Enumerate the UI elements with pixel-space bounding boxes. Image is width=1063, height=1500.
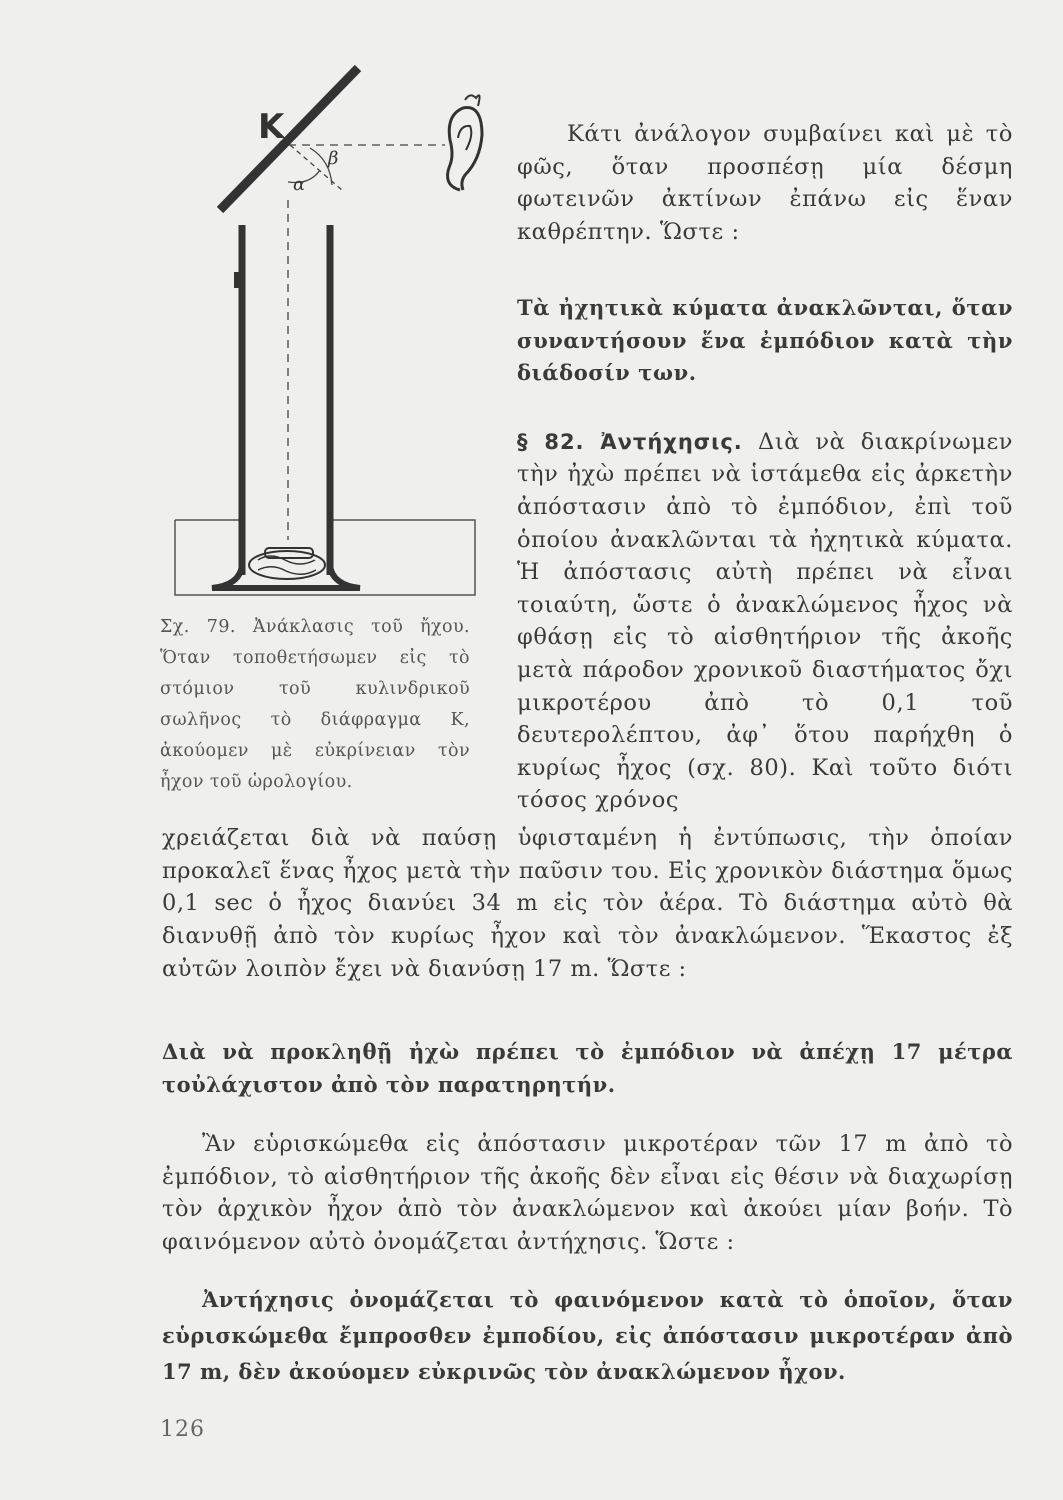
section-heading: § 82. Ἀντήχησις. <box>517 429 743 454</box>
page-number: 126 <box>160 1417 205 1442</box>
figure-caption: Σχ. 79. Ἀνάκλασις τοῦ ἤχου. Ὅταν τοποθετήσωμεν εἰς τὸ στόμιον τοῦ κυλινδρικοῦ σωλῆνος τὸ διάφραγμα Κ, ἀκούομεν μὲ εὐκρίνειαν τὸν ἦχον τοῦ ὡρολογίου. <box>160 617 470 792</box>
echo-distance-rule: Διὰ νὰ προκληθῇ ἠχὼ πρέπει τὸ ἐμπόδιον νὰ ἀπέχῃ 17 μέτρα τοὐλάχιστον ἀπὸ τὸν παρατηρητήν. <box>162 1039 1013 1097</box>
section-text: Διὰ νὰ διακρίνωμεν τὴν ἠχὼ πρέπει νὰ ἱστάμεθα εἰς ἀρκετὴν ἀπόστασιν ἀπὸ τὸ ἐμπόδιον, ἐπὶ τοῦ ὁποίου ἀνακλῶνται τὰ ἠχητικὰ κύματα. Ἡ ἀπόστασις αὐτὴ πρέπει νὰ εἶναι τοιαύτη, ὥστε ὁ ἀνακλώμενος ἦχος νὰ φθάσῃ εἰς τὸ αἰσθητήριον τῆς ἀκοῆς μετὰ πάροδον χρονικοῦ διαστήματος ὄχι μικροτέρου ἀπὸ τὸ 0,1 τοῦ δευτερολέπτου, ἀφ᾽ ὅτου παρήχθη ὁ κυρίως ἦχος (σχ. 80). Καὶ τοῦτο διότι τόσος χρόνος <box>517 428 1013 814</box>
reflection-rule: Τὰ ἠχητικὰ κύματα ἀνακλῶνται, ὅταν συναντήσουν ἕνα ἐμπόδιον κατὰ τὴν διάδοσίν των. <box>517 295 1013 386</box>
continuation-paragraph: χρειάζεται διὰ νὰ παύσῃ ὑφισταμένη ἡ ἐντύπωσις, τὴν ὁποίαν προκαλεῖ ἕνας ἦχος μετὰ τὴν παῦσιν του. Εἰς χρονικὸν διάστημα ὅμως 0,1 sec ὁ ἦχος διανύει 34 m εἰς τὸν ἀέρα. Τὸ διάστημα αὐτὸ θὰ διανυθῇ ἀπὸ τὸν κυρίως ἦχον καὶ τὸν ἀνακλώμενον. Ἕκαστος ἐξ αὐτῶν λοιπὸν ἔχει νὰ διανύσῃ 17 m. Ὥστε : <box>162 825 1013 982</box>
label-k: K <box>258 107 285 147</box>
clamp <box>234 272 244 288</box>
label-alpha: α <box>293 174 306 195</box>
tube-base <box>212 565 360 588</box>
right-column <box>517 118 1013 817</box>
section-82 <box>517 426 1013 817</box>
label-beta: β <box>328 148 339 169</box>
reverberation-definition: Ἀντήχησις ὀνομάζεται τὸ φαινόμενον κατὰ τὸ ὁποῖον, ὅταν εὑρισκώμεθα ἔμπροσθεν ἐμποδίου, εἰς ἀπόστασιν μικροτέραν ἀπὸ 17 m, δὲν ἀκούομεν εὐκρινῶς τὸν ἀνακλώμενον ἦχον. <box>162 1287 1013 1384</box>
tube-reflection-diagram <box>160 60 490 605</box>
reverberation-paragraph: Ἂν εὑρισκώμεθα εἰς ἀπόστασιν μικροτέραν τῶν 17 m ἀπὸ τὸ ἐμπόδιον, τὸ αἰσθητήριον τῆς ἀκοῆς δὲν εἶναι εἰς θέσιν νὰ διαχωρίσῃ τὸν ἀρχικὸν ἦχον ἀπὸ τὸν ἀνακλώμενον καὶ ἀκούει μίαν βοήν. Τὸ φαινόμενον αὐτὸ ὀνομάζεται ἀντήχησις. Ὥστε : <box>162 1131 1013 1256</box>
intro-paragraph: Κάτι ἀνάλογον συμβαίνει καὶ μὲ τὸ φῶς, ὅταν προσπέσῃ μία δέσμη φωτεινῶν ἀκτίνων ἐπάνω εἰς ἕναν καθρέπτην. Ὥστε : <box>517 121 1013 245</box>
ear-icon <box>448 108 482 190</box>
diaphragm-k <box>220 68 358 210</box>
figure-79 <box>160 60 490 605</box>
